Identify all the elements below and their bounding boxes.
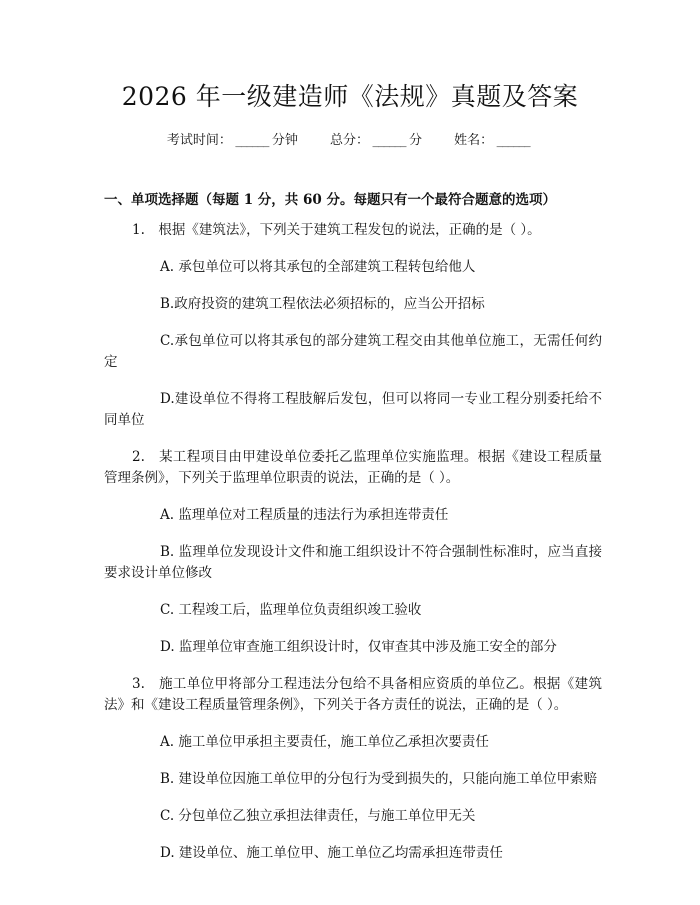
student-name-label: 姓名： [454,133,494,148]
question-option-a: A. 监理单位对工程质量的违法行为承担连带责任 [160,507,449,523]
question-1 [104,220,602,431]
question-stem: 2. 某工程项目由甲建设单位委托乙监理单位实施监理。根据《建设工程质量管理条例》，下列关于监理单位职责的说法，正确的是（ ）。 [104,449,602,486]
total-score-field [330,131,422,151]
question-stem: 1. 根据《建筑法》，下列关于建筑工程发包的说法，正确的是（ ）。 [132,222,541,238]
exam-time-blank: ______ [235,133,269,148]
question-option-d: D.建设单位不得将工程肢解后发包，但可以将同一专业工程分别委托给不同单位 [104,391,602,428]
exam-info-line [0,131,700,151]
question-option-b: B. 建设单位因施工单位甲的分包行为受到损失的，只能向施工单位甲索赔 [160,771,598,787]
question-option-b: B. 监理单位发现设计文件和施工组织设计不符合强制性标准时，应当直接要求设计单位修改 [104,544,602,581]
question-option-a: A. 承包单位可以将其承包的全部建筑工程转包给他人 [160,259,476,275]
question-list [104,220,602,880]
question-option-d: D. 建设单位、施工单位甲、施工单位乙均需承担连带责任 [160,845,503,861]
question-2 [104,447,602,658]
document-title: 2026 年一级建造师《法规》真题及答案 [121,82,579,111]
student-name-blank: ______ [496,133,530,148]
question-3 [104,674,602,864]
student-name-field [454,131,533,151]
question-option-c: C.承包单位可以将其承包的部分建筑工程交由其他单位施工，无需任何约定 [104,333,602,370]
question-option-c: C. 分包单位乙独立承担法律责任，与施工单位甲无关 [160,808,476,824]
exam-time-field [167,131,298,151]
question-option-d: D. 监理单位审查施工组织设计时，仅审查其中涉及施工安全的部分 [160,639,557,655]
total-score-label: 总分： [329,133,369,148]
section-heading: 一、单项选择题（每题 1 分，共 60 分。每题只有一个最符合题意的选项） [104,192,556,208]
question-stem: 3. 施工单位甲将部分工程违法分包给不具备相应资质的单位乙。根据《建筑法》和《建设工程质量管理条例》，下列关于各方责任的说法，正确的是（ ）。 [104,676,602,713]
question-option-b: B.政府投资的建筑工程依法必须招标的，应当公开招标 [160,296,485,312]
question-option-a: A. 施工单位甲承担主要责任，施工单位乙承担次要责任 [160,734,489,750]
exam-time-unit: 分钟 [271,133,298,148]
question-option-c: C. 工程竣工后，监理单位负责组织竣工验收 [160,602,422,618]
total-score-blank: ______ [372,133,406,148]
total-score-unit: 分 [409,133,423,148]
exam-time-label: 考试时间： [166,133,232,148]
